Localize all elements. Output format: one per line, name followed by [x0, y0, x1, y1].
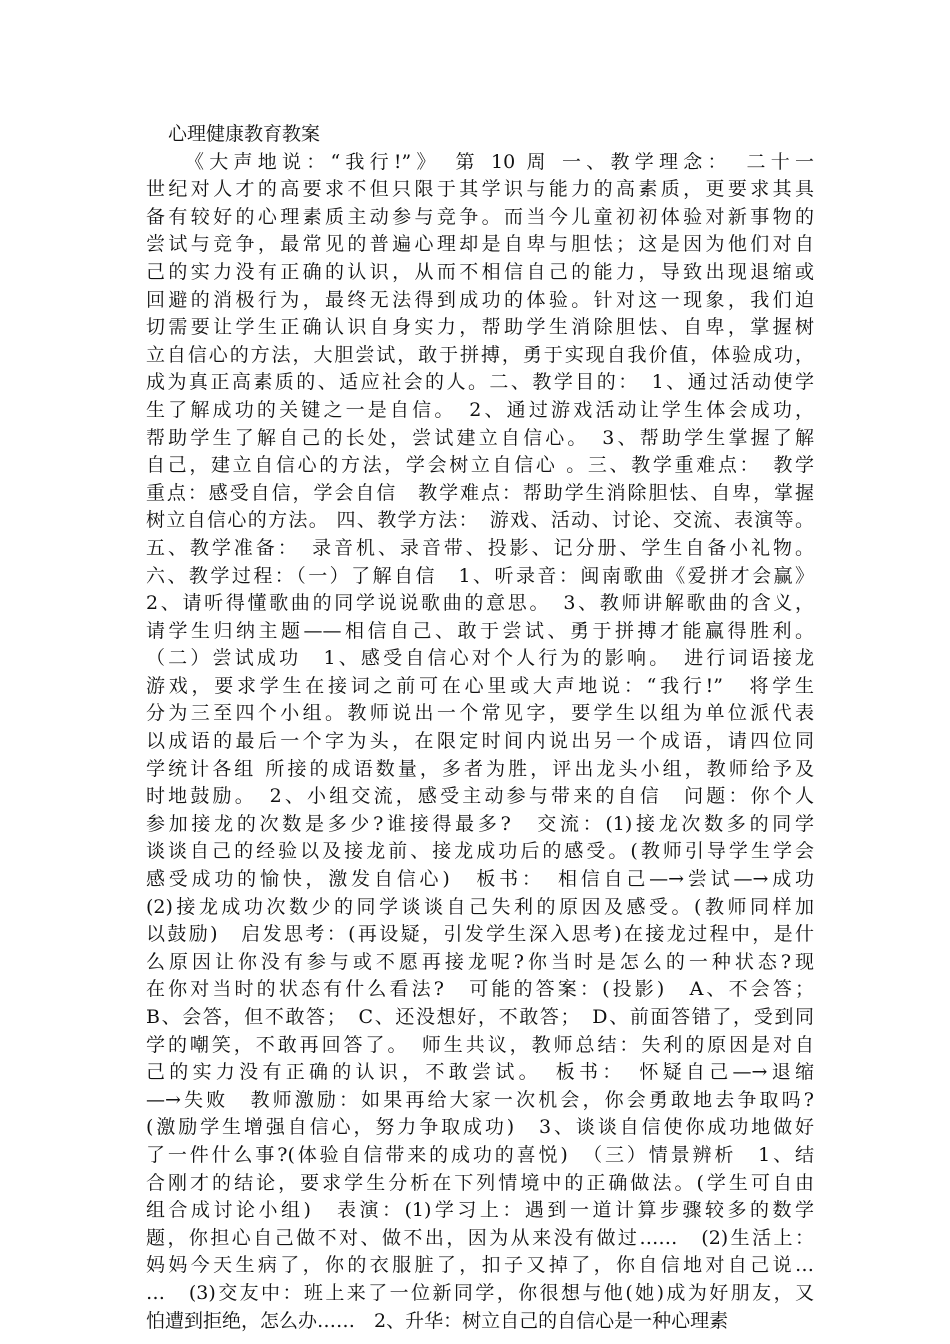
document-text-line: 时地鼓励。 2、小组交流，感受主动参与带来的自信 问题：你个人: [146, 785, 814, 808]
document-text-line: 题，你担心自己做不对、做不出，因为从来没有做过…… (2)生活上：: [146, 1226, 814, 1249]
document-text-line: 么原因让你没有参与或不愿再接龙呢?你当时是怎么的一种状态?现: [146, 950, 814, 973]
document-text-line: 自己，建立自信心的方法，学会树立自信心 。三、教学重难点： 教学: [146, 454, 814, 477]
document-text-line: 尝试与竞争，最常见的普遍心理却是自卑与胆怯；这是因为他们对自: [146, 233, 814, 256]
document-text-line: 五、教学准备： 录音机、录音带、投影、记分册、学生自备小礼物。: [146, 536, 814, 559]
document-text-line: 谈谈自己的经验以及接龙前、接龙成功后的感受。(教师引导学生学会: [146, 840, 814, 863]
document-text-line: 世纪对人才的高要求不但只限于其学识与能力的高素质，更要求其具: [146, 178, 814, 201]
document-text-line: 立自信心的方法，大胆尝试，敢于拼搏，勇于实现自我价值，体验成功，: [146, 343, 814, 366]
document-text-line: 妈妈今天生病了，你的衣服脏了，扣子又掉了，你自信地对自己说…: [146, 1254, 814, 1277]
document-text-line: 以鼓励) 启发思考：(再设疑，引发学生深入思考)在接龙过程中，是什: [146, 923, 814, 946]
document-text-line: 回避的消极行为，最终无法得到成功的体验。针对这一现象，我们迫: [146, 288, 814, 311]
document-text-line: 感受成功的愉快，激发自信心) 板书： 相信自己—→尝试—→成功: [146, 868, 814, 891]
document-text-line: 游戏，要求学生在接词之前可在心里或大声地说：“我行!” 将学生: [146, 674, 814, 697]
document-body: [146, 149, 814, 1336]
document-text-line: 学统计各组 所接的成语数量，多者为胜，评出龙头小组，教师给予及: [146, 757, 814, 780]
document-text-line: 了一件什么事?(体验自信带来的成功的喜悦) （三）情景辨析 1、结: [146, 1143, 814, 1166]
document-text-line: 己的实力没有正确的认识，从而不相信自己的能力，导致出现退缩或: [146, 260, 814, 283]
document-text-line: 备有较好的心理素质主动参与竞争。而当今儿童初初体验对新事物的: [146, 205, 814, 228]
document-text-line: 切需要让学生正确认识自身实力，帮助学生消除胆怯、自卑，掌握树: [146, 316, 814, 339]
document-text-line: 生了解成功的关键之一是自信。 2、通过游戏活动让学生体会成功，: [146, 398, 814, 421]
document-text-line: 合刚才的结论，要求学生分析在下列情境中的正确做法。(学生可自由: [146, 1171, 814, 1194]
document-text-line: 在你对当时的状态有什么看法? 可能的答案：(投影) A、不会答；: [146, 978, 814, 1001]
document-title: 心理健康教育教案: [168, 123, 321, 145]
document-text-line: 2、请听得懂歌曲的同学说说歌曲的意思。 3、教师讲解歌曲的含义，: [146, 592, 814, 615]
document-text-line: 以成语的最后一个字为头，在限定时间内说出另一个成语，请四位同: [146, 730, 814, 753]
document-text-line: 六、教学过程：（一）了解自信 1、听录音：闽南歌曲《爱拼才会赢》: [146, 564, 814, 587]
document-text-line: 树立自信心的方法。 四、教学方法： 游戏、活动、讨论、交流、表演等。: [146, 509, 814, 532]
document-text-line: 《大声地说：“我行!”》 第 10 周 一、教学理念： 二十一: [146, 150, 814, 173]
document-text-line: 己的实力没有正确的认识，不敢尝试。 板书： 怀疑自己—→退缩: [146, 1061, 814, 1084]
document-text-line: 重点：感受自信，学会自信 教学难点：帮助学生消除胆怯、自卑，掌握: [146, 481, 814, 504]
document-text-line: —→失败 教师激励：如果再给大家一次机会，你会勇敢地去争取吗?: [146, 1088, 814, 1111]
document-text-line: … (3)交友中：班上来了一位新同学，你很想与他(她)成为好朋友，又: [146, 1281, 814, 1304]
document-text-line: 成为真正高素质的、适应社会的人。二、教学目的： 1、通过活动使学: [146, 371, 814, 394]
document-text-line: 学的嘲笑，不敢再回答了。 师生共议，教师总结：失利的原因是对自: [146, 1033, 814, 1056]
document-text-line: 怕遭到拒绝，怎么办…… 2、升华：树立自己的自信心是一种心理素: [146, 1309, 729, 1332]
document-text-line: 分为三至四个小组。教师说出一个常见字，要学生以组为单位派代表: [146, 702, 814, 725]
document-text-line: (2)接龙成功次数少的同学谈谈自己失利的原因及感受。(教师同样加: [146, 895, 814, 918]
document-text-line: (激励学生增强自信心，努力争取成功) 3、谈谈自信使你成功地做好: [146, 1116, 814, 1139]
document-text-line: B、会答，但不敢答； C、还没想好，不敢答； D、前面答错了，受到同: [146, 1006, 814, 1028]
document-text-line: 参加接龙的次数是多少?谁接得最多? 交流：(1)接龙次数多的同学: [146, 812, 814, 835]
document-text-line: 组合成讨论小组) 表演：(1)学习上：遇到一道计算步骤较多的数学: [146, 1199, 814, 1222]
document-text-line: 帮助学生了解自己的长处，尝试建立自信心。 3、帮助学生掌握了解: [146, 426, 814, 449]
document-text-line: （二）尝试成功 1、感受自信心对个人行为的影响。 进行词语接龙: [146, 647, 814, 670]
document-text-line: 请学生归纳主题——相信自己、敢于尝试、勇于拼搏才能赢得胜利。: [146, 619, 814, 642]
